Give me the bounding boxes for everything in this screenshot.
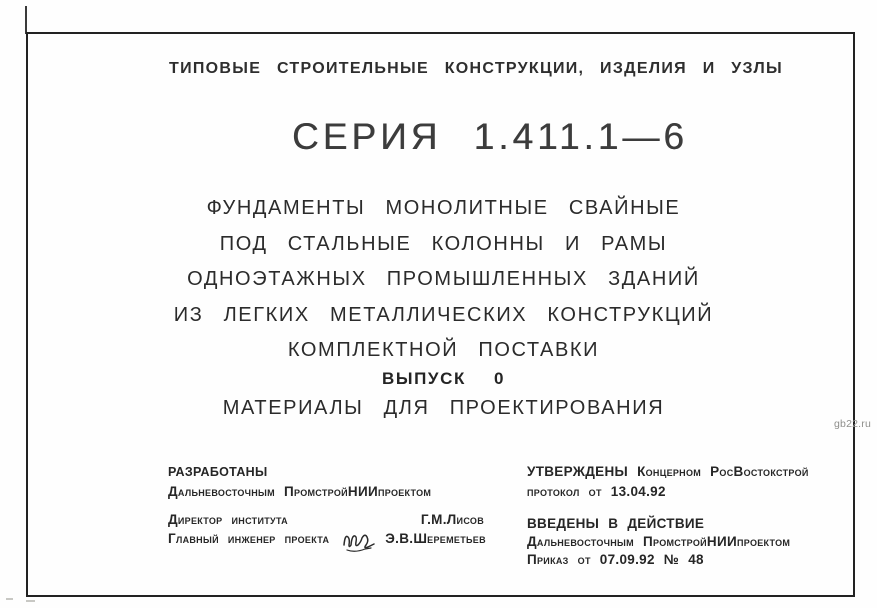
director-row [168, 512, 484, 527]
scan-speck [6, 598, 13, 600]
developed-by-label: РАЗРАБОТАНЫ [168, 465, 268, 479]
title-line-5: КОМПЛЕКТНОЙ ПОСТАВКИ [287, 339, 600, 361]
developed-by-org: Дальневосточным ПромстройНИИпроектом [168, 484, 432, 499]
title-line-3: ОДНОЭТАЖНЫХ ПРОМЫШЛЕННЫХ ЗДАНИЙ [187, 268, 700, 290]
enacted-org: Дальневосточным ПромстройНИИпроектом [527, 534, 791, 549]
title-line-4: ИЗ ЛЕГКИХ МЕТАЛЛИЧЕСКИХ КОНСТРУКЦИЙ [173, 304, 714, 326]
title-line-1: ФУНДАМЕНТЫ МОНОЛИТНЫЕ СВАЙНЫЕ [206, 197, 681, 219]
title-line-2: ПОД СТАЛЬНЫЕ КОЛОННЫ И РАМЫ [219, 233, 668, 255]
issue-number: 0 [493, 369, 506, 388]
chief-engineer-row [168, 531, 490, 558]
director-name: Г.М.Лисов [420, 512, 484, 527]
scan-speck [26, 600, 35, 602]
protocol-line: протокол от 13.04.92 [527, 484, 666, 499]
approved-by-line: УТВЕРЖДЕНЫ Концерном РосВостокстрой [527, 464, 809, 479]
document-category-header: ТИПОВЫЕ СТРОИТЕЛЬНЫЕ КОНСТРУКЦИИ, ИЗДЕЛИЯ И УЗЛЫ [169, 60, 783, 77]
director-label: Директор института [168, 512, 288, 527]
order-line: Приказ от 07.09.92 № 48 [527, 552, 704, 567]
signature-mark [341, 529, 381, 556]
chief-engineer-label: Главный инженер проекта [168, 531, 330, 546]
issue-label: ВЫПУСК [381, 369, 466, 388]
series-title: СЕРИЯ 1.411.1—6 [292, 116, 688, 157]
enacted-label: ВВЕДЕНЫ В ДЕЙСТВИЕ [527, 516, 705, 531]
scan-edge-line [25, 6, 27, 34]
document-subtitle: МАТЕРИАЛЫ ДЛЯ ПРОЕКТИРОВАНИЯ [222, 397, 665, 419]
watermark-text: gb22.ru [834, 418, 872, 430]
issue-line [55, 369, 832, 389]
chief-engineer-name: Э.В.Шереметьев [385, 531, 486, 546]
